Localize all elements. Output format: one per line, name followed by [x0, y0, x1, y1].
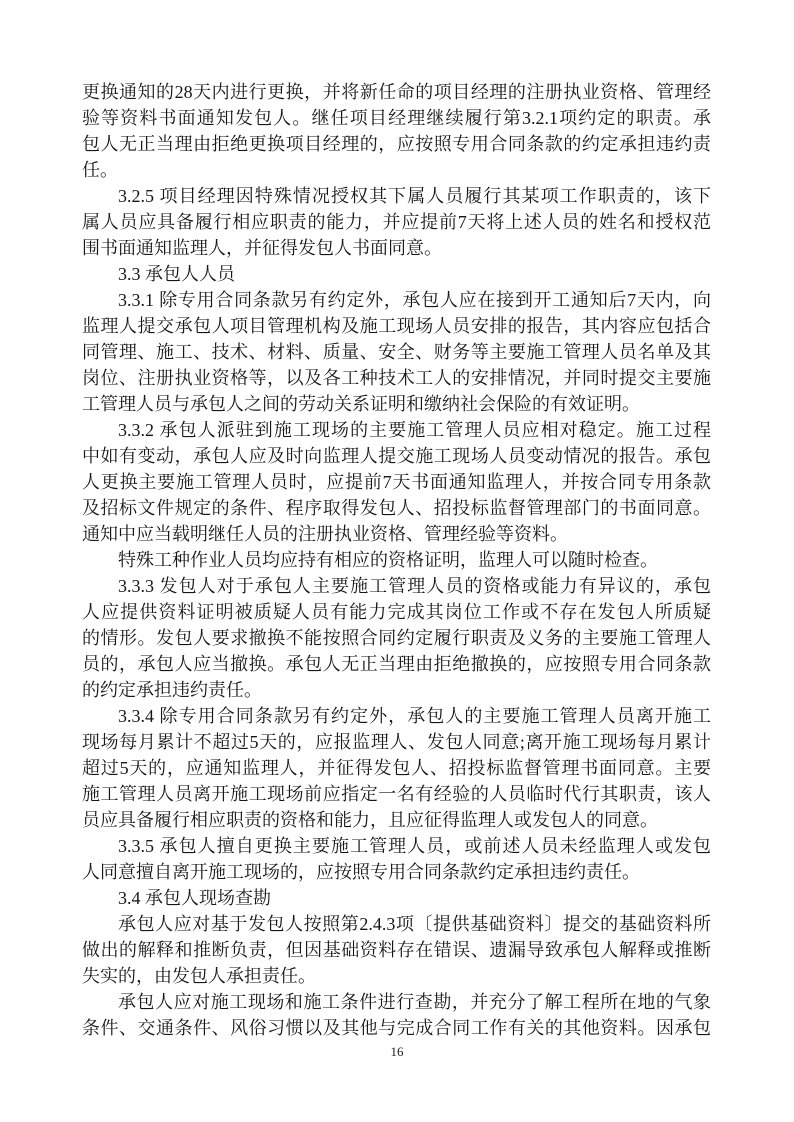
text-line: 同管理、施工、技术、材料、质量、安全、财务等主要施工管理人员名单及其 [82, 342, 711, 362]
text-line: 承包人应对基于发包人按照第2.4.3项〔提供基础资料〕提交的基础资料所 [118, 914, 711, 934]
paragraph-clause-3-3-2 [82, 417, 711, 547]
paragraph-clause-3-3-4 [82, 703, 711, 833]
text-line: 监理人提交承包人项目管理机构及施工现场人员安排的报告，其内容应包括合 [82, 316, 711, 336]
text-line: 验等资料书面通知发包人。继任项目经理继续履行第3.2.1项约定的职责。承 [82, 108, 711, 128]
text-line: 人更换主要施工管理人员时，应提前7天书面通知监理人，并按合同专用条款 [82, 472, 711, 492]
text-line: 包人无正当理由拒绝更换项目经理的，应按照专用合同条款的约定承担违约责 [82, 134, 711, 154]
text-line: 的情形。发包人要求撤换不能按照合同约定履行职责及义务的主要施工管理人 [82, 628, 711, 648]
text-line: 岗位、注册执业资格等，以及各工种技术工人的安排情况，并同时提交主要施 [82, 368, 711, 388]
text-line: 3.3.3 发包人对于承包人主要施工管理人员的资格或能力有异议的，承包 [118, 576, 711, 596]
text-line: 做出的解释和推断负责，但因基础资料存在错误、遗漏导致承包人解释或推断 [82, 940, 711, 960]
text-line: 通知中应当载明继任人员的注册执业资格、管理经验等资料。 [82, 524, 568, 544]
text-line: 3.2.5 项目经理因特殊情况授权其下属人员履行其某项工作职责的，该下 [118, 186, 711, 206]
text-line: 3.3.4 除专用合同条款另有约定外，承包人的主要施工管理人员离开施工 [118, 706, 711, 726]
text-line: 员的，承包人应当撤换。承包人无正当理由拒绝撤换的，应按照专用合同条款 [82, 654, 711, 674]
text-line: 任。 [82, 160, 118, 180]
text-line: 的约定承担违约责任。 [82, 680, 262, 700]
paragraph-clause-3-4-para-2 [82, 989, 711, 1041]
page-number: 16 [390, 1044, 404, 1059]
text-line: 属人员应具备履行相应职责的能力，并应提前7天将上述人员的姓名和授权范 [82, 212, 711, 232]
text-line: 现场每月累计不超过5天的，应报监理人、发包人同意;离开施工现场每月累计 [82, 732, 711, 752]
text-line: 3.4 承包人现场查勘 [118, 888, 271, 908]
text-line: 3.3.2 承包人派驻到施工现场的主要施工管理人员应相对稳定。施工过程 [118, 420, 711, 440]
text-line: 围书面通知监理人，并征得发包人书面同意。 [82, 238, 442, 258]
paragraph-heading-3-4 [82, 885, 711, 911]
text-line: 承包人应对施工现场和施工条件进行查勘，并充分了解工程所在地的气象 [118, 992, 711, 1012]
document-text [82, 79, 711, 1041]
paragraph-clause-3-3-3 [82, 573, 711, 703]
paragraph-clause-3-2-5 [82, 183, 711, 261]
text-line: 超过5天的，应通知监理人，并征得发包人、招投标监督管理书面同意。主要 [82, 758, 711, 778]
text-line: 3.3.5 承包人擅自更换主要施工管理人员，或前述人员未经监理人或发包 [118, 836, 711, 856]
paragraph-clause-3-2-4-continuation [82, 79, 711, 183]
text-line: 及招标文件规定的条件、程序取得发包人、招投标监督管理部门的书面同意。 [82, 498, 711, 518]
text-line: 中如有变动，承包人应及时向监理人提交施工现场人员变动情况的报告。承包 [82, 446, 711, 466]
text-line: 员应具备履行相应职责的资格和能力，且应征得监理人或发包人的同意。 [82, 810, 658, 830]
text-line: 3.3.1 除专用合同条款另有约定外，承包人应在接到开工通知后7天内，向 [118, 290, 711, 310]
text-line: 3.3 承包人人员 [118, 264, 235, 284]
text-line: 失实的，由发包人承担责任。 [82, 966, 316, 986]
paragraph-clause-3-4-para-1 [82, 911, 711, 989]
text-line: 人同意擅自离开施工现场的，应按照专用合同条款约定承担违约责任。 [82, 862, 640, 882]
text-line: 特殊工种作业人员均应持有相应的资格证明，监理人可以随时检查。 [118, 550, 658, 570]
text-line: 人应提供资料证明被质疑人员有能力完成其岗位工作或不存在发包人所质疑 [82, 602, 711, 622]
paragraph-clause-3-3-5 [82, 833, 711, 885]
text-line: 施工管理人员离开施工现场前应指定一名有经验的人员临时代行其职责，该人 [82, 784, 711, 804]
text-line: 更换通知的28天内进行更换，并将新任命的项目经理的注册执业资格、管理经 [82, 82, 711, 102]
text-line: 工管理人员与承包人之间的劳动关系证明和缴纳社会保险的有效证明。 [82, 394, 640, 414]
text-line: 条件、交通条件、风俗习惯以及其他与完成合同工作有关的其他资料。因承包 [82, 1018, 711, 1038]
paragraph-clause-3-3-1 [82, 287, 711, 417]
paragraph-heading-3-3 [82, 261, 711, 287]
paragraph-special-workers-note [82, 547, 711, 573]
